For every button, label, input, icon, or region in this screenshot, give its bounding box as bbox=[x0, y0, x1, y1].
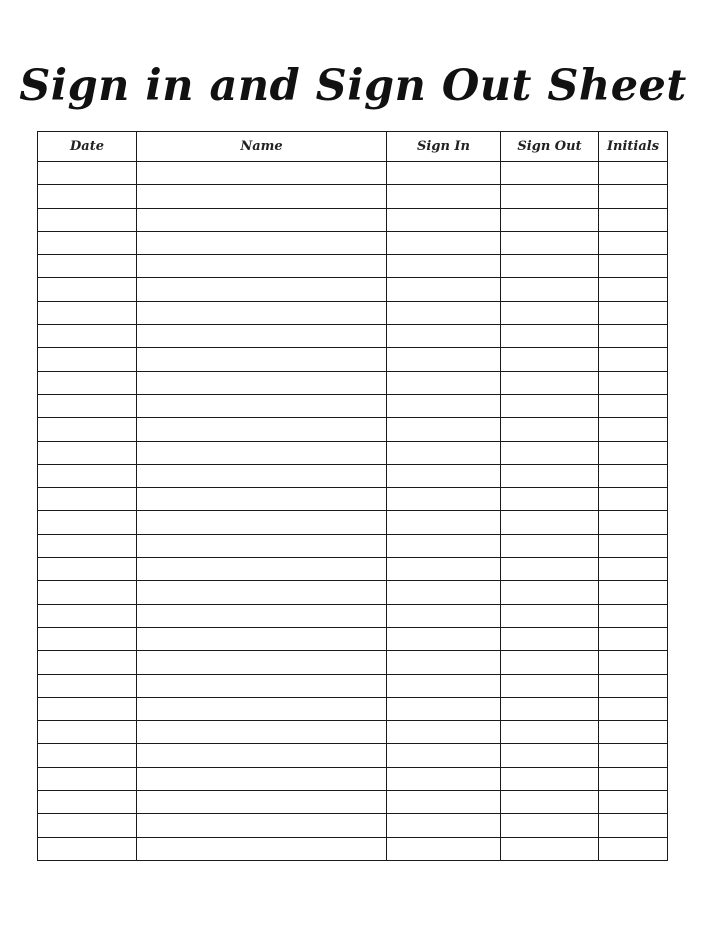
cell-sign-in bbox=[387, 534, 501, 557]
cell-sign-out bbox=[501, 558, 599, 581]
cell-initials bbox=[599, 674, 668, 697]
cell-initials bbox=[599, 185, 668, 208]
table-row bbox=[38, 534, 668, 557]
cell-name bbox=[137, 464, 387, 487]
cell-name bbox=[137, 837, 387, 860]
page-title: Sign in and Sign Out Sheet bbox=[19, 61, 687, 111]
cell-name bbox=[137, 534, 387, 557]
cell-sign-in bbox=[387, 721, 501, 744]
table-row bbox=[38, 627, 668, 650]
cell-name bbox=[137, 394, 387, 417]
cell-date bbox=[38, 162, 137, 185]
cell-sign-in bbox=[387, 697, 501, 720]
cell-date bbox=[38, 627, 137, 650]
cell-date bbox=[38, 744, 137, 767]
cell-sign-out bbox=[501, 651, 599, 674]
table-row bbox=[38, 278, 668, 301]
cell-name bbox=[137, 371, 387, 394]
cell-date bbox=[38, 534, 137, 557]
cell-name bbox=[137, 697, 387, 720]
cell-sign-out bbox=[501, 231, 599, 254]
cell-sign-out bbox=[501, 488, 599, 511]
table-row bbox=[38, 301, 668, 324]
cell-name bbox=[137, 674, 387, 697]
table-row bbox=[38, 394, 668, 417]
cell-name bbox=[137, 208, 387, 231]
cell-date bbox=[38, 697, 137, 720]
cell-sign-in bbox=[387, 488, 501, 511]
table-row bbox=[38, 511, 668, 534]
cell-date bbox=[38, 394, 137, 417]
cell-initials bbox=[599, 721, 668, 744]
cell-date bbox=[38, 721, 137, 744]
table-row bbox=[38, 325, 668, 348]
cell-name bbox=[137, 814, 387, 837]
cell-initials bbox=[599, 511, 668, 534]
cell-name bbox=[137, 325, 387, 348]
cell-date bbox=[38, 325, 137, 348]
table-row bbox=[38, 464, 668, 487]
cell-initials bbox=[599, 697, 668, 720]
cell-name bbox=[137, 488, 387, 511]
cell-name bbox=[137, 441, 387, 464]
table-row bbox=[38, 162, 668, 185]
cell-date bbox=[38, 441, 137, 464]
cell-name bbox=[137, 348, 387, 371]
table-row bbox=[38, 721, 668, 744]
cell-initials bbox=[599, 231, 668, 254]
cell-sign-out bbox=[501, 744, 599, 767]
cell-date bbox=[38, 674, 137, 697]
cell-date bbox=[38, 791, 137, 814]
cell-sign-in bbox=[387, 558, 501, 581]
table-row bbox=[38, 604, 668, 627]
cell-sign-in bbox=[387, 255, 501, 278]
cell-sign-in bbox=[387, 791, 501, 814]
cell-sign-out bbox=[501, 534, 599, 557]
cell-name bbox=[137, 581, 387, 604]
cell-sign-out bbox=[501, 674, 599, 697]
cell-sign-in bbox=[387, 371, 501, 394]
cell-sign-in bbox=[387, 278, 501, 301]
cell-sign-in bbox=[387, 581, 501, 604]
cell-sign-out bbox=[501, 278, 599, 301]
cell-initials bbox=[599, 534, 668, 557]
cell-sign-in bbox=[387, 162, 501, 185]
cell-date bbox=[38, 371, 137, 394]
cell-name bbox=[137, 604, 387, 627]
cell-date bbox=[38, 767, 137, 790]
table-row bbox=[38, 581, 668, 604]
cell-date bbox=[38, 185, 137, 208]
table-row bbox=[38, 441, 668, 464]
cell-initials bbox=[599, 301, 668, 324]
table-row bbox=[38, 744, 668, 767]
table-row bbox=[38, 185, 668, 208]
cell-sign-out bbox=[501, 371, 599, 394]
cell-initials bbox=[599, 371, 668, 394]
cell-sign-in bbox=[387, 231, 501, 254]
cell-sign-in bbox=[387, 767, 501, 790]
cell-initials bbox=[599, 558, 668, 581]
cell-sign-out bbox=[501, 604, 599, 627]
table-row bbox=[38, 348, 668, 371]
cell-sign-out bbox=[501, 837, 599, 860]
cell-initials bbox=[599, 394, 668, 417]
cell-sign-in bbox=[387, 674, 501, 697]
cell-name bbox=[137, 744, 387, 767]
cell-name bbox=[137, 511, 387, 534]
table-row bbox=[38, 814, 668, 837]
cell-sign-out bbox=[501, 394, 599, 417]
cell-initials bbox=[599, 488, 668, 511]
cell-sign-in bbox=[387, 837, 501, 860]
cell-name bbox=[137, 651, 387, 674]
cell-sign-in bbox=[387, 464, 501, 487]
cell-sign-out bbox=[501, 767, 599, 790]
cell-date bbox=[38, 581, 137, 604]
cell-name bbox=[137, 721, 387, 744]
cell-sign-out bbox=[501, 255, 599, 278]
column-header-sign-out: Sign Out bbox=[501, 132, 599, 162]
cell-sign-out bbox=[501, 185, 599, 208]
cell-sign-out bbox=[501, 627, 599, 650]
cell-sign-in bbox=[387, 394, 501, 417]
sign-in-table bbox=[37, 131, 668, 861]
cell-sign-in bbox=[387, 301, 501, 324]
cell-date bbox=[38, 255, 137, 278]
cell-name bbox=[137, 767, 387, 790]
cell-sign-out bbox=[501, 721, 599, 744]
cell-initials bbox=[599, 651, 668, 674]
cell-date bbox=[38, 558, 137, 581]
cell-name bbox=[137, 418, 387, 441]
cell-date bbox=[38, 837, 137, 860]
table-row bbox=[38, 791, 668, 814]
cell-initials bbox=[599, 348, 668, 371]
cell-sign-in bbox=[387, 627, 501, 650]
cell-sign-in bbox=[387, 604, 501, 627]
cell-name bbox=[137, 162, 387, 185]
cell-sign-out bbox=[501, 464, 599, 487]
table-row bbox=[38, 674, 668, 697]
table-row bbox=[38, 488, 668, 511]
cell-sign-in bbox=[387, 325, 501, 348]
cell-date bbox=[38, 208, 137, 231]
cell-sign-in bbox=[387, 348, 501, 371]
cell-name bbox=[137, 255, 387, 278]
cell-initials bbox=[599, 464, 668, 487]
table-row bbox=[38, 208, 668, 231]
cell-date bbox=[38, 488, 137, 511]
cell-initials bbox=[599, 255, 668, 278]
cell-sign-in bbox=[387, 744, 501, 767]
cell-name bbox=[137, 301, 387, 324]
cell-initials bbox=[599, 278, 668, 301]
cell-name bbox=[137, 278, 387, 301]
cell-date bbox=[38, 301, 137, 324]
table-row bbox=[38, 697, 668, 720]
cell-sign-out bbox=[501, 441, 599, 464]
table-row bbox=[38, 418, 668, 441]
cell-name bbox=[137, 185, 387, 208]
cell-sign-in bbox=[387, 511, 501, 534]
cell-date bbox=[38, 511, 137, 534]
cell-sign-out bbox=[501, 697, 599, 720]
cell-initials bbox=[599, 418, 668, 441]
table-header-row bbox=[38, 132, 668, 162]
cell-initials bbox=[599, 744, 668, 767]
cell-date bbox=[38, 348, 137, 371]
cell-date bbox=[38, 278, 137, 301]
cell-initials bbox=[599, 791, 668, 814]
cell-date bbox=[38, 464, 137, 487]
cell-date bbox=[38, 604, 137, 627]
cell-name bbox=[137, 231, 387, 254]
cell-name bbox=[137, 558, 387, 581]
column-header-date: Date bbox=[38, 132, 137, 162]
cell-initials bbox=[599, 208, 668, 231]
table-row bbox=[38, 767, 668, 790]
table-body bbox=[38, 162, 668, 861]
column-header-sign-in: Sign In bbox=[387, 132, 501, 162]
cell-sign-in bbox=[387, 441, 501, 464]
cell-sign-out bbox=[501, 791, 599, 814]
cell-sign-out bbox=[501, 511, 599, 534]
cell-initials bbox=[599, 441, 668, 464]
cell-sign-out bbox=[501, 325, 599, 348]
cell-sign-out bbox=[501, 301, 599, 324]
cell-initials bbox=[599, 814, 668, 837]
cell-initials bbox=[599, 837, 668, 860]
cell-name bbox=[137, 627, 387, 650]
cell-sign-out bbox=[501, 348, 599, 371]
cell-initials bbox=[599, 581, 668, 604]
table-row bbox=[38, 371, 668, 394]
cell-sign-in bbox=[387, 185, 501, 208]
cell-sign-in bbox=[387, 418, 501, 441]
table-row bbox=[38, 255, 668, 278]
cell-initials bbox=[599, 162, 668, 185]
cell-sign-out bbox=[501, 581, 599, 604]
cell-initials bbox=[599, 767, 668, 790]
cell-name bbox=[137, 791, 387, 814]
table-row bbox=[38, 231, 668, 254]
cell-initials bbox=[599, 627, 668, 650]
cell-sign-out bbox=[501, 208, 599, 231]
cell-sign-in bbox=[387, 814, 501, 837]
cell-date bbox=[38, 651, 137, 674]
cell-initials bbox=[599, 325, 668, 348]
column-header-name: Name bbox=[137, 132, 387, 162]
cell-sign-out bbox=[501, 418, 599, 441]
cell-sign-in bbox=[387, 208, 501, 231]
table-row bbox=[38, 837, 668, 860]
cell-sign-in bbox=[387, 651, 501, 674]
cell-date bbox=[38, 814, 137, 837]
cell-sign-out bbox=[501, 162, 599, 185]
table-row bbox=[38, 651, 668, 674]
cell-date bbox=[38, 231, 137, 254]
table-row bbox=[38, 558, 668, 581]
cell-date bbox=[38, 418, 137, 441]
cell-sign-out bbox=[501, 814, 599, 837]
cell-initials bbox=[599, 604, 668, 627]
column-header-initials: Initials bbox=[599, 132, 668, 162]
